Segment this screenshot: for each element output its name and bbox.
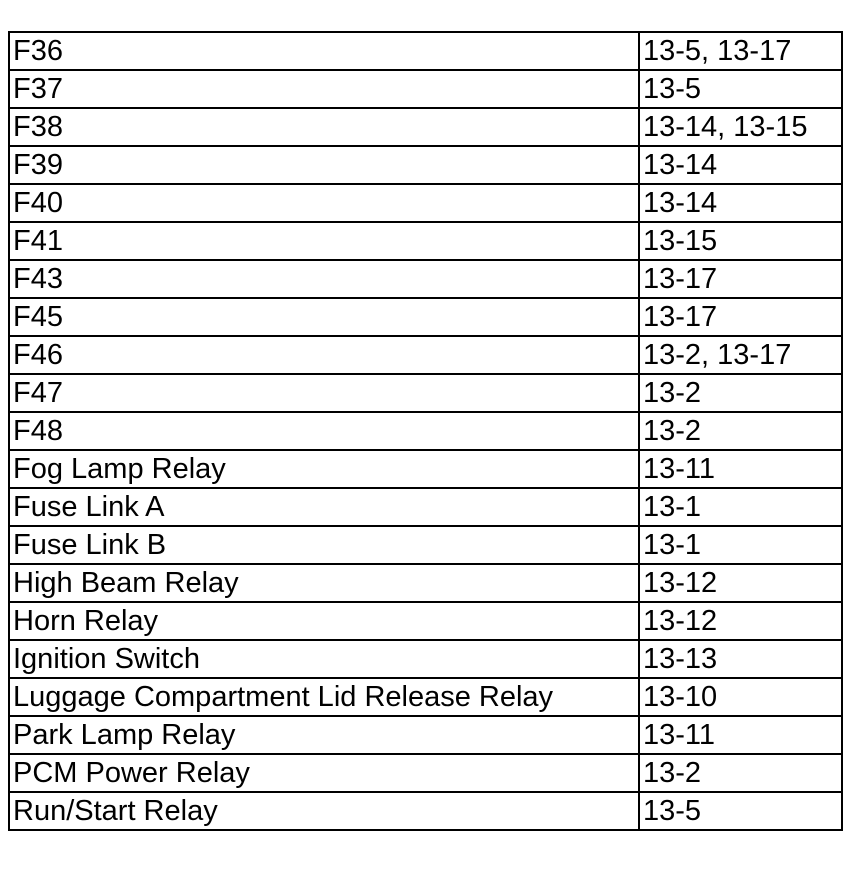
component-name-cell: F36 bbox=[9, 32, 639, 70]
component-name-cell: PCM Power Relay bbox=[9, 754, 639, 792]
component-name-cell: Park Lamp Relay bbox=[9, 716, 639, 754]
component-name-cell: F40 bbox=[9, 184, 639, 222]
table-row bbox=[9, 32, 842, 70]
page-reference-cell: 13-13 bbox=[639, 640, 842, 678]
page-reference-cell: 13-11 bbox=[639, 450, 842, 488]
table-row bbox=[9, 222, 842, 260]
table-body bbox=[9, 32, 842, 830]
table-row bbox=[9, 412, 842, 450]
page-reference-cell: 13-14 bbox=[639, 146, 842, 184]
page-reference-cell: 13-1 bbox=[639, 526, 842, 564]
table-row bbox=[9, 792, 842, 830]
table-row bbox=[9, 602, 842, 640]
component-name-cell: Luggage Compartment Lid Release Relay bbox=[9, 678, 639, 716]
table-row bbox=[9, 564, 842, 602]
page-reference-cell: 13-12 bbox=[639, 564, 842, 602]
component-name-cell: F37 bbox=[9, 70, 639, 108]
page-reference-cell: 13-14 bbox=[639, 184, 842, 222]
page-reference-cell: 13-17 bbox=[639, 260, 842, 298]
page-reference-cell: 13-2, 13-17 bbox=[639, 336, 842, 374]
component-name-cell: Fuse Link B bbox=[9, 526, 639, 564]
page-reference-cell: 13-2 bbox=[639, 754, 842, 792]
page-reference-cell: 13-1 bbox=[639, 488, 842, 526]
table-row bbox=[9, 450, 842, 488]
component-name-cell: F47 bbox=[9, 374, 639, 412]
component-name-cell: Ignition Switch bbox=[9, 640, 639, 678]
table-row bbox=[9, 146, 842, 184]
page-reference-cell: 13-12 bbox=[639, 602, 842, 640]
component-name-cell: F43 bbox=[9, 260, 639, 298]
table-row bbox=[9, 70, 842, 108]
table-row bbox=[9, 260, 842, 298]
table-row bbox=[9, 754, 842, 792]
component-name-cell: F39 bbox=[9, 146, 639, 184]
component-reference-table bbox=[8, 31, 843, 831]
table-row bbox=[9, 374, 842, 412]
component-name-cell: F41 bbox=[9, 222, 639, 260]
table-row bbox=[9, 640, 842, 678]
page-reference-cell: 13-2 bbox=[639, 412, 842, 450]
page-reference-cell: 13-15 bbox=[639, 222, 842, 260]
page-reference-cell: 13-2 bbox=[639, 374, 842, 412]
table-row bbox=[9, 336, 842, 374]
component-name-cell: Fuse Link A bbox=[9, 488, 639, 526]
page-reference-cell: 13-17 bbox=[639, 298, 842, 336]
page-reference-cell: 13-14, 13-15 bbox=[639, 108, 842, 146]
page-reference-cell: 13-5 bbox=[639, 70, 842, 108]
page-reference-cell: 13-11 bbox=[639, 716, 842, 754]
table-row bbox=[9, 526, 842, 564]
component-name-cell: Fog Lamp Relay bbox=[9, 450, 639, 488]
table-row bbox=[9, 184, 842, 222]
component-name-cell: F45 bbox=[9, 298, 639, 336]
component-name-cell: F48 bbox=[9, 412, 639, 450]
table-row bbox=[9, 488, 842, 526]
table-row bbox=[9, 108, 842, 146]
component-name-cell: Run/Start Relay bbox=[9, 792, 639, 830]
component-name-cell: F46 bbox=[9, 336, 639, 374]
table-row bbox=[9, 716, 842, 754]
page-reference-cell: 13-10 bbox=[639, 678, 842, 716]
page-reference-cell: 13-5, 13-17 bbox=[639, 32, 842, 70]
component-name-cell: Horn Relay bbox=[9, 602, 639, 640]
component-name-cell: F38 bbox=[9, 108, 639, 146]
table-row bbox=[9, 298, 842, 336]
page-reference-cell: 13-5 bbox=[639, 792, 842, 830]
component-name-cell: High Beam Relay bbox=[9, 564, 639, 602]
table-row bbox=[9, 678, 842, 716]
